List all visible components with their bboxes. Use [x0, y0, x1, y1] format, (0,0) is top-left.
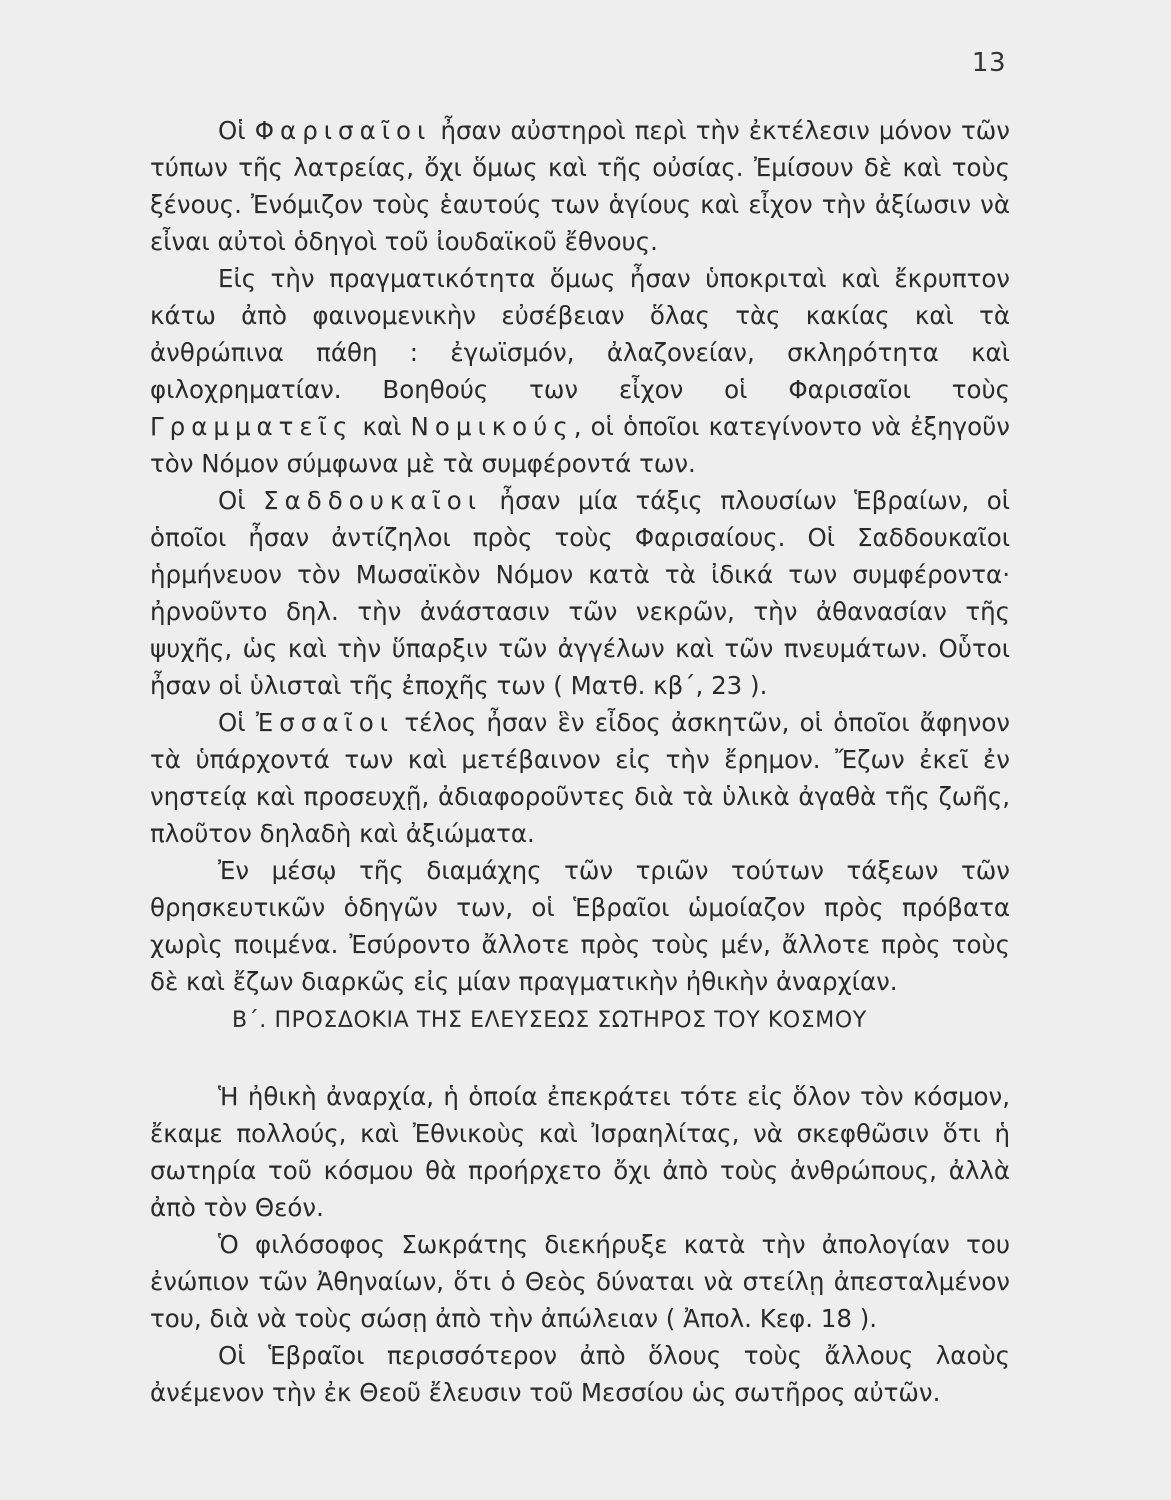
term-pharisees: Φαρισαῖοι: [254, 116, 432, 145]
main-text-block: [150, 112, 1010, 1000]
term-essenes: Ἐσσαῖοι: [255, 708, 395, 737]
paragraph-conjunction: καὶ: [353, 412, 411, 441]
paragraph-anarchy: Ἡ ἠθικὴ ἀναρχία, ἡ ὁποία ἐπεκράτει τότε εἰς ὅλον τὸν κόσμον, ἔκαμε πολλούς, καὶ Ἐθνικοὺς καὶ Ἰσραηλίτας, νὰ σκεφθῶσιν ὅτι ἡ σωτηρία τοῦ κόσμου θὰ προήρχετο ὄχι ἀπὸ τοὺς ἀνθρώπους, ἀλλὰ ἀπὸ τὸν Θεόν.: [150, 1082, 1010, 1222]
paragraph-socrates: Ὁ φιλόσοφος Σωκράτης διεκήρυξε κατὰ τὴν ἀπολογίαν του ἐνώπιον τῶν Ἀθηναίων, ὅτι ὁ Θεὸς δύναται νὰ στείλῃ ἀπεσταλμένον του, διὰ νὰ τοὺς σώσῃ ἀπὸ τὴν ἀπώλειαν ( Ἀπολ. Κεφ. 18 ).: [150, 1230, 1010, 1333]
paragraph-lead: Οἱ: [218, 116, 246, 145]
paragraph-messiah: Οἱ Ἑβραῖοι περισσότερον ἀπὸ ὅλους τοὺς ἄλλους λαοὺς ἀνέμενον τὴν ἐκ Θεοῦ ἔλευσιν τοῦ Μεσσίου ὡς σωτῆρος αὐτῶν.: [150, 1341, 1010, 1407]
paragraph-sadducees: [150, 482, 1010, 704]
paragraph-conflict: Ἐν μέσῳ τῆς διαμάχης τῶν τριῶν τούτων τάξεων τῶν θρησκευτικῶν ὁδηγῶν των, οἱ Ἑβραῖοι ὡμοίαζον πρὸς πρόβατα χωρὶς ποιμένα. Ἐσύροντο ἄλλοτε πρὸς τοὺς μέν, ἄλλοτε πρὸς τοὺς δὲ καὶ ἔζων διαρκῶς εἰς μίαν πραγματικὴν ἠθικὴν ἀναρχίαν.: [150, 856, 1010, 996]
term-lawyers: Νομικούς: [410, 412, 574, 441]
paragraph-lead: Οἱ: [218, 486, 264, 515]
section-heading: Β΄. ΠΡΟΣΔΟΚΙΑ ΤΗΣ ΕΛΕΥΣΕΩΣ ΣΩΤΗΡΟΣ ΤΟΥ ΚΟΣΜΟΥ: [232, 1008, 867, 1033]
paragraph-hypocrisy: [150, 260, 1010, 482]
paragraph-text: τέλος ἦσαν ἓν εἶδος ἀσκητῶν, οἱ ὁποῖοι ἄφηνον τὰ ὑπάρχοντά των καὶ μετέβαινον εἰς τὴν ἔρημον. Ἔζων ἐκεῖ ἐν νηστείᾳ καὶ προσευχῇ, ἀδιαφοροῦντες διὰ τὰ ὑλικὰ ἀγαθὰ τῆς ζωῆς, πλοῦτον δηλαδὴ καὶ ἀξιώματα.: [150, 708, 1010, 848]
paragraph-essenes: [150, 704, 1010, 852]
page-number: 13: [971, 48, 1006, 78]
paragraph-lead: Οἱ: [218, 708, 256, 737]
paragraph-pharisees: [150, 112, 1010, 260]
term-scribes: Γραμματεῖς: [150, 412, 354, 441]
paragraph-text: ἦσαν μία τάξις πλουσίων Ἑβραίων, οἱ ὁποῖοι ἦσαν ἀντίζηλοι πρὸς τοὺς Φαρισαίους. Οἱ Σαδδουκαῖοι ἡρμήνευον τὸν Μωσαϊκὸν Νόμον κατὰ τὰ ἰδικά των συμφέροντα· ἠρνοῦντο δηλ. τὴν ἀνάστασιν τῶν νεκρῶν, τὴν ἀθανασίαν τῆς ψυχῆς, ὡς καὶ τὴν ὕπαρξιν τῶν ἀγγέλων καὶ τῶν πνευμάτων. Οὗτοι ἦσαν οἱ ὑλισταὶ τῆς ἐποχῆς των ( Ματθ. κβ΄, 23 ).: [150, 486, 1010, 700]
paragraph-text: , οἱ ὁποῖοι κατεγίνοντο νὰ ἐξηγοῦν τὸν Νόμον σύμφωνα μὲ τὰ συμφέροντά των.: [150, 412, 1010, 478]
paragraph-text: ἦσαν αὐστηροὶ περὶ τὴν ἐκτέλεσιν μόνον τῶν τύπων τῆς λατρείας, ὄχι ὅμως καὶ τῆς οὐσίας. Ἐμίσουν δὲ καὶ τοὺς ξένους. Ἐνόμιζον τοὺς ἑαυτούς των ἁγίους καὶ εἶχον τὴν ἀξίωσιν νὰ εἶναι αὐτοὶ ὁδηγοὶ τοῦ ἰουδαϊκοῦ ἔθνους.: [150, 116, 1010, 256]
paragraph-text: Εἰς τὴν πραγματικότητα ὅμως ἦσαν ὑποκριταὶ καὶ ἔκρυπτον κάτω ἀπὸ φαινομενικὴν εὐσέβειαν ὅλας τὰς κακίας καὶ τὰ ἀνθρώπινα πάθη : ἐγωϊσμόν, ἀλαζονείαν, σκληρότητα καὶ φιλοχρηματίαν. Βοηθούς των εἶχον οἱ Φαρισαῖοι τοὺς: [150, 264, 1010, 404]
section-text-block: [150, 1078, 1010, 1411]
term-sadducees: Σαδδουκαῖοι: [263, 486, 483, 515]
